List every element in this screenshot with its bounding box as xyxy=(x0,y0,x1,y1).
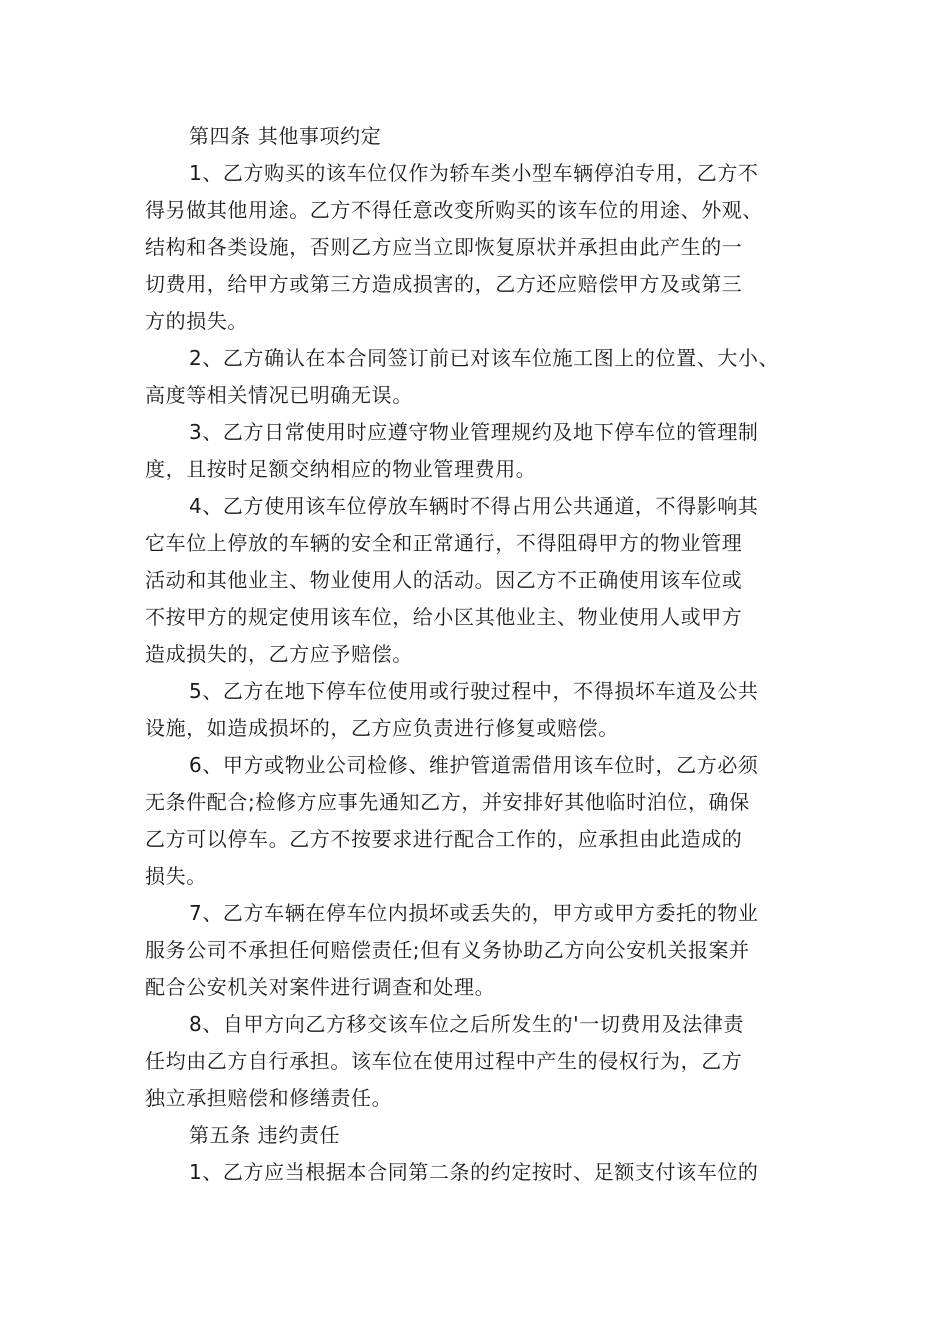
text-line: 1、乙方应当根据本合同第二条的约定按时、足额支付该车位的 xyxy=(189,1160,759,1184)
text-line: 独立承担赔偿和修缮责任。 xyxy=(145,1086,393,1110)
document-body xyxy=(145,118,810,1191)
text-line: 5、乙方在地下停车位使用或行驶过程中，不得损坏车道及公共 xyxy=(189,679,759,703)
text-line: 8、自甲方向乙方移交该车位之后所发生的'一切费用及法律责 xyxy=(189,1012,745,1036)
text-line: 度，且按时足额交纳相应的物业管理费用。 xyxy=(145,457,537,481)
text-line: 1、乙方购买的该车位仅作为轿车类小型车辆停泊专用，乙方不 xyxy=(189,161,759,185)
text-line: 不按甲方的规定使用该车位，给小区其他业主、物业使用人或甲方 xyxy=(145,605,743,629)
text-line: 设施，如造成损坏的，乙方应负责进行修复或赔偿。 xyxy=(145,716,619,740)
text-line: 2、乙方确认在本合同签订前已对该车位施工图上的位置、大小、 xyxy=(189,346,780,370)
text-line: 活动和其他业主、物业使用人的活动。因乙方不正确使用该车位或 xyxy=(145,568,743,592)
text-line: 无条件配合;检修方应事先通知乙方，并安排好其他临时泊位，确保 xyxy=(145,790,750,814)
text-line: 服务公司不承担任何赔偿责任;但有义务协助乙方向公安机关报案并 xyxy=(145,938,750,962)
text-line: 乙方可以停车。乙方不按要求进行配合工作的，应承担由此造成的 xyxy=(145,827,743,851)
text-line: 7、乙方车辆在停车位内损坏或丢失的，甲方或甲方委托的物业 xyxy=(189,901,759,925)
text-line: 造成损失的，乙方应予赔偿。 xyxy=(145,642,413,666)
text-line: 第四条 其他事项约定 xyxy=(189,124,382,148)
text-line: 任均由乙方自行承担。该车位在使用过程中产生的侵权行为，乙方 xyxy=(145,1049,743,1073)
text-line: 6、甲方或物业公司检修、维护管道需借用该车位时，乙方必须 xyxy=(189,753,759,777)
text-line: 切费用，给甲方或第三方造成损害的，乙方还应赔偿甲方及或第三 xyxy=(145,272,743,296)
text-line: 方的损失。 xyxy=(145,309,248,333)
text-line: 损失。 xyxy=(145,864,207,888)
text-line: 高度等相关情况已明确无误。 xyxy=(145,383,413,407)
text-line: 得另做其他用途。乙方不得任意改变所购买的该车位的用途、外观、 xyxy=(145,198,763,222)
text-line: 第五条 违约责任 xyxy=(189,1123,341,1147)
text-line: 它车位上停放的车辆的安全和正常通行，不得阻碍甲方的物业管理 xyxy=(145,531,743,555)
text-line: 4、乙方使用该车位停放车辆时不得占用公共通道，不得影响其 xyxy=(189,494,759,518)
text-line: 配合公安机关对案件进行调查和处理。 xyxy=(145,975,496,999)
text-line: 结构和各类设施，否则乙方应当立即恢复原状并承担由此产生的一 xyxy=(145,235,743,259)
text-line: 3、乙方日常使用时应遵守物业管理规约及地下停车位的管理制 xyxy=(189,420,759,444)
